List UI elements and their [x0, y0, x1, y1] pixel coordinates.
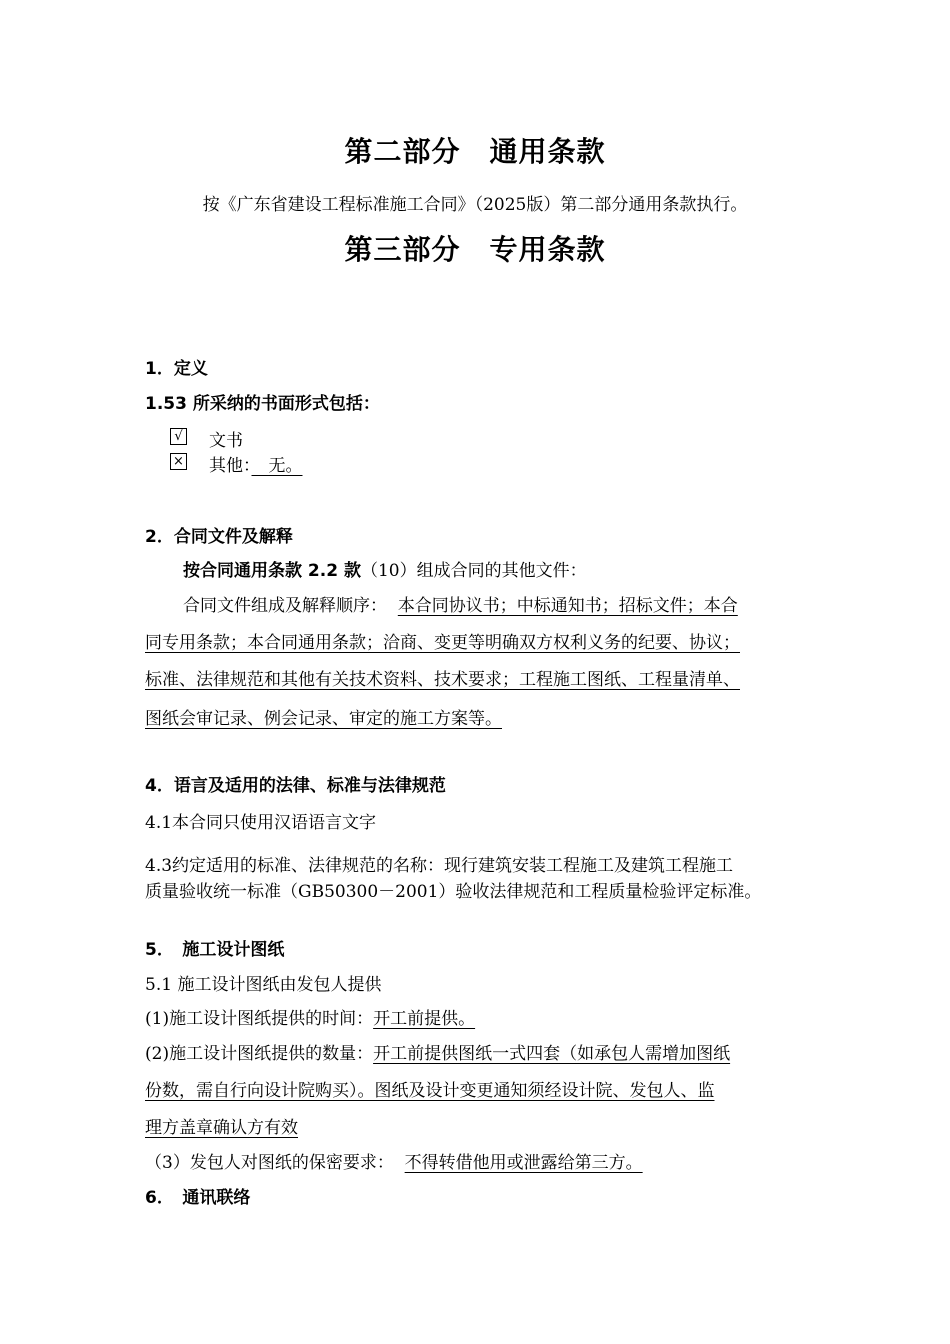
section4-heading: 4．语言及适用的法律、标准与法律规范	[145, 776, 446, 796]
section2-para1-bold: 按合同通用条款 2.2 款	[183, 561, 361, 581]
section5-item2-label: (2)施工设计图纸提供的数量：	[145, 1044, 374, 1064]
section2-para2-line2: 同专用条款；本合同通用条款；洽商、变更等明确双方权利义务的纪要、协议；	[145, 633, 740, 653]
section4-para2-line2: 质量验收统一标准（GB50300－2001）验收法律规范和工程质量检验评定标准。	[145, 882, 762, 902]
section2-para2-label: 合同文件组成及解释顺序：	[183, 596, 387, 616]
section1-heading: 1．定义	[145, 359, 208, 379]
option-document-label: 文书	[209, 431, 243, 451]
section4-para2-line1: 4.3约定适用的标准、法律规范的名称：现行建筑安装工程施工及建筑工程施工	[145, 856, 734, 876]
section2-para2-value1: 本合同协议书；中标通知书；招标文件；本合	[397, 596, 738, 616]
section5-item2-line3: 理方盖章确认方有效	[145, 1118, 298, 1138]
section6-heading: 6． 通讯联络	[145, 1188, 251, 1208]
checkbox-crossed-icon: ×	[170, 453, 187, 470]
section5-item2-line2: 份数，需自行向设计院购买）。图纸及设计变更通知须经设计院、发包人、监	[145, 1081, 715, 1101]
section5-item1-label: (1)施工设计图纸提供的时间：	[145, 1009, 374, 1029]
section1-item: 1.53 所采纳的书面形式包括：	[145, 394, 380, 414]
section5-item2-line1	[145, 1039, 730, 1064]
section2-para2-line1	[183, 591, 738, 616]
option-other-label	[209, 451, 317, 476]
section2-para1-rest: （10）组成合同的其他文件：	[360, 561, 587, 581]
section5-item3-label: （3）发包人对图纸的保密要求：	[145, 1153, 394, 1173]
section5-item3	[145, 1148, 643, 1173]
section5-item2-value1: 开工前提供图纸一式四套（如承包人需增加图纸	[373, 1044, 731, 1064]
checkbox-checked-icon: √	[170, 428, 187, 445]
option-other-text: 其他：	[209, 456, 252, 476]
section2-para1	[183, 556, 587, 581]
section5-para1: 5.1 施工设计图纸由发包人提供	[145, 975, 382, 995]
section2-para2-line4: 图纸会审记录、例会记录、审定的施工方案等。	[145, 709, 502, 729]
part3-title: 第三部分 专用条款	[344, 233, 606, 266]
section5-item1-value: 开工前提供。	[373, 1009, 476, 1029]
section2-para2-line3: 标准、法律规范和其他有关技术资料、技术要求；工程施工图纸、工程量清单、	[145, 670, 740, 690]
part2-title: 第二部分 通用条款	[344, 135, 606, 168]
section5-item3-value: 不得转借他用或泄露给第三方。	[404, 1153, 643, 1173]
part2-text: 按《广东省建设工程标准施工合同》（2025版）第二部分通用条款执行。	[202, 195, 748, 215]
option-other-value: 无。	[251, 456, 303, 476]
section4-para1: 4.1本合同只使用汉语语言文字	[145, 813, 377, 833]
section2-heading: 2．合同文件及解释	[145, 527, 293, 547]
section5-item1	[145, 1004, 475, 1029]
section5-heading: 5． 施工设计图纸	[145, 940, 285, 960]
